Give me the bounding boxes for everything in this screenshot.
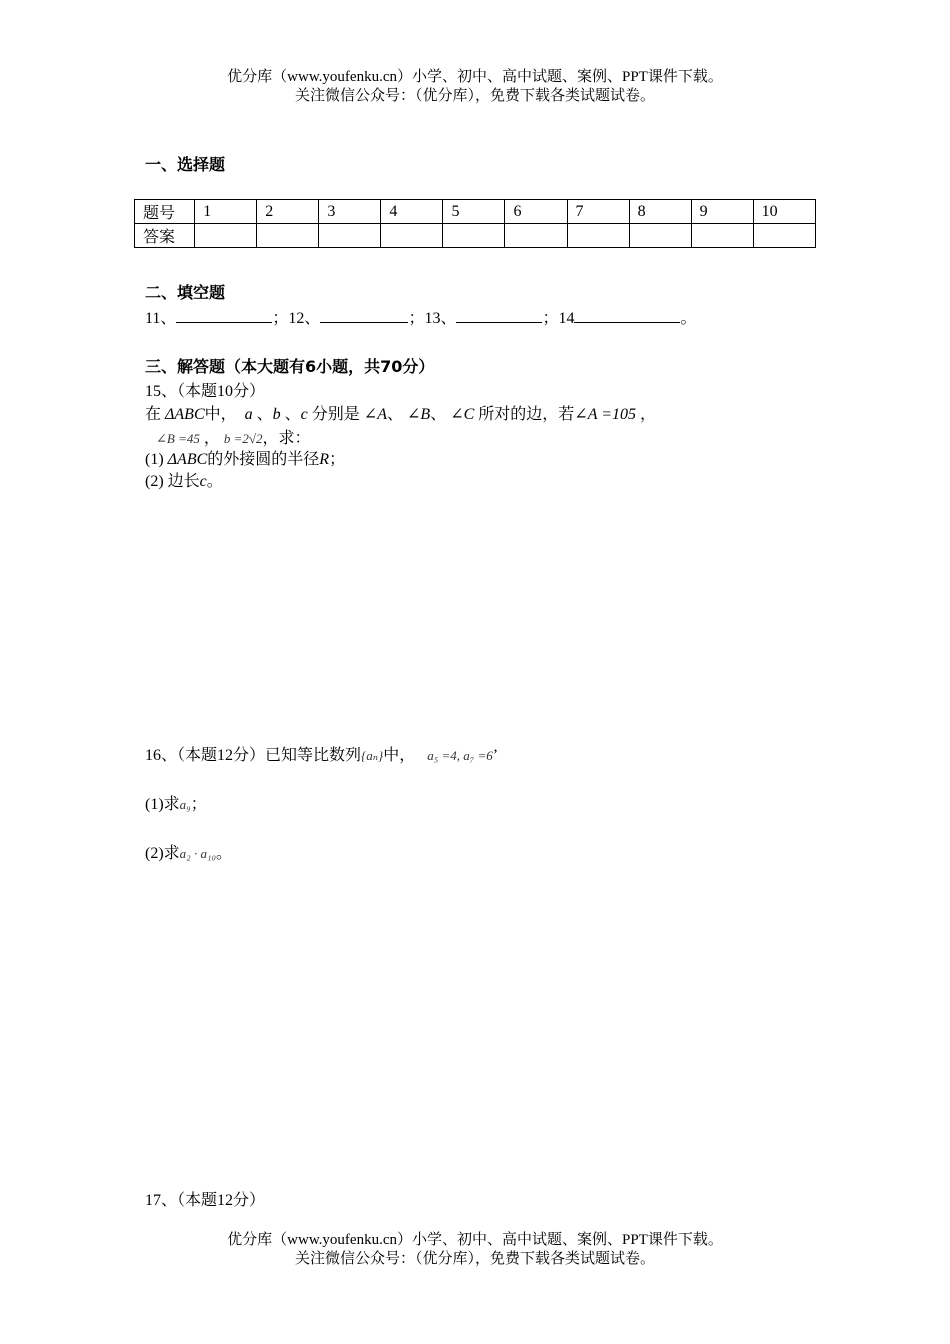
- table-row-answers: [135, 224, 816, 248]
- blank-end: 。: [680, 310, 697, 327]
- answer-cell[interactable]: [629, 224, 691, 248]
- answer-cell[interactable]: [257, 224, 319, 248]
- var-c: c: [300, 406, 308, 423]
- text: 所对的边，若: [478, 406, 575, 423]
- table-row-numbers: [135, 200, 816, 224]
- sequence-an: {aₙ}: [361, 748, 384, 763]
- row-label-answer: 答案: [135, 224, 195, 248]
- var-b: b: [272, 406, 281, 423]
- text: (1): [145, 451, 164, 468]
- sep: 、: [430, 406, 447, 423]
- text: 的外接圆的半径: [207, 451, 320, 468]
- var-c: c: [199, 473, 207, 490]
- triangle-abc: ΔABC: [165, 406, 205, 423]
- q16-heading: 16、（本题12分）已知等比数列: [145, 747, 362, 764]
- text: ；: [190, 796, 207, 813]
- condition-angle-b: ∠B =45: [156, 431, 200, 446]
- q11-label: 11、: [145, 310, 177, 327]
- text: 中，: [383, 747, 416, 764]
- text: (2)求: [145, 845, 180, 862]
- text: ，: [203, 430, 220, 447]
- text: (2) 边长: [145, 473, 200, 490]
- angle-c: ∠C: [450, 406, 475, 423]
- q12-blank[interactable]: [320, 308, 408, 323]
- fill-blank-line: [145, 305, 696, 328]
- q15-part-1: [145, 446, 345, 469]
- sep: 、: [386, 406, 403, 423]
- q15-heading: 15、（本题10分）: [145, 383, 266, 400]
- question-number: 6: [505, 200, 567, 224]
- text: 中，: [204, 406, 237, 423]
- text: ，: [639, 406, 656, 423]
- answer-cell[interactable]: [319, 224, 381, 248]
- answer-cell[interactable]: [195, 224, 257, 248]
- angle-b: ∠B: [407, 406, 431, 423]
- sep: 、: [284, 406, 301, 423]
- question-number: 4: [381, 200, 443, 224]
- text: ，求：: [262, 430, 311, 447]
- text: 分别是: [311, 406, 360, 423]
- question-number: 1: [195, 200, 257, 224]
- question-number: 2: [257, 200, 319, 224]
- q15-part-2: [145, 468, 223, 491]
- question-number: 5: [443, 200, 505, 224]
- text: ’: [492, 747, 499, 764]
- sep: 、: [256, 406, 273, 423]
- section-2-title: 二、填空题: [145, 283, 226, 302]
- question-number: 7: [567, 200, 629, 224]
- var-r: R: [319, 451, 330, 468]
- section-3-title: 三、解答题（本大题有6小题，共70分）: [145, 357, 435, 376]
- answer-cell[interactable]: [381, 224, 443, 248]
- text: (1)求: [145, 796, 180, 813]
- answer-cell[interactable]: [753, 224, 815, 248]
- text: ；: [329, 451, 346, 468]
- product-a2-a10: a₂ · a₁₀: [179, 846, 216, 861]
- answer-cell[interactable]: [443, 224, 505, 248]
- question-number: 9: [691, 200, 753, 224]
- q13-label: ；13、: [408, 310, 457, 327]
- term-a9: a₉: [179, 797, 191, 812]
- q12-label: ；12、: [272, 310, 321, 327]
- condition-angle-a: ∠A =105: [574, 406, 636, 423]
- answer-cell[interactable]: [567, 224, 629, 248]
- angle-a: ∠A: [363, 406, 387, 423]
- text: 在: [145, 406, 162, 423]
- header-line-1: 优分库（www.youfenku.cn）小学、初中、高中试题、案例、PPT课件下载。: [227, 69, 723, 85]
- q13-blank[interactable]: [456, 308, 542, 323]
- question-number: 8: [629, 200, 691, 224]
- q14-blank[interactable]: [574, 308, 680, 323]
- q14-label: ；14: [542, 310, 575, 327]
- answer-cell[interactable]: [505, 224, 567, 248]
- text: 。: [215, 845, 232, 862]
- q16-part-2: [145, 840, 232, 863]
- q15-conditions: [156, 425, 311, 448]
- q15-statement: [145, 401, 656, 424]
- q11-blank[interactable]: [176, 308, 272, 323]
- header-line-2: 关注微信公众号：（优分库），免费下载各类试题试卷。: [294, 88, 655, 104]
- row-label-number: 题号: [135, 200, 195, 224]
- q17-heading: 17、（本题12分）: [145, 1192, 266, 1209]
- triangle-abc: ΔABC: [167, 451, 208, 468]
- question-number: 10: [753, 200, 815, 224]
- answer-cell[interactable]: [691, 224, 753, 248]
- q16-statement: [145, 742, 498, 765]
- footer-line-1: 优分库（www.youfenku.cn）小学、初中、高中试题、案例、PPT课件下载。: [227, 1232, 723, 1248]
- condition-a5-a7: a₅ =4, a₇ =6: [427, 748, 493, 763]
- var-a: a: [244, 406, 253, 423]
- question-number: 3: [319, 200, 381, 224]
- answer-table: [134, 199, 816, 248]
- section-1-title: 一、选择题: [145, 155, 226, 174]
- condition-side-b: b =2√2: [223, 431, 263, 446]
- text: 。: [206, 473, 223, 490]
- footer-line-2: 关注微信公众号：（优分库），免费下载各类试题试卷。: [294, 1251, 655, 1267]
- q16-part-1: [145, 791, 207, 814]
